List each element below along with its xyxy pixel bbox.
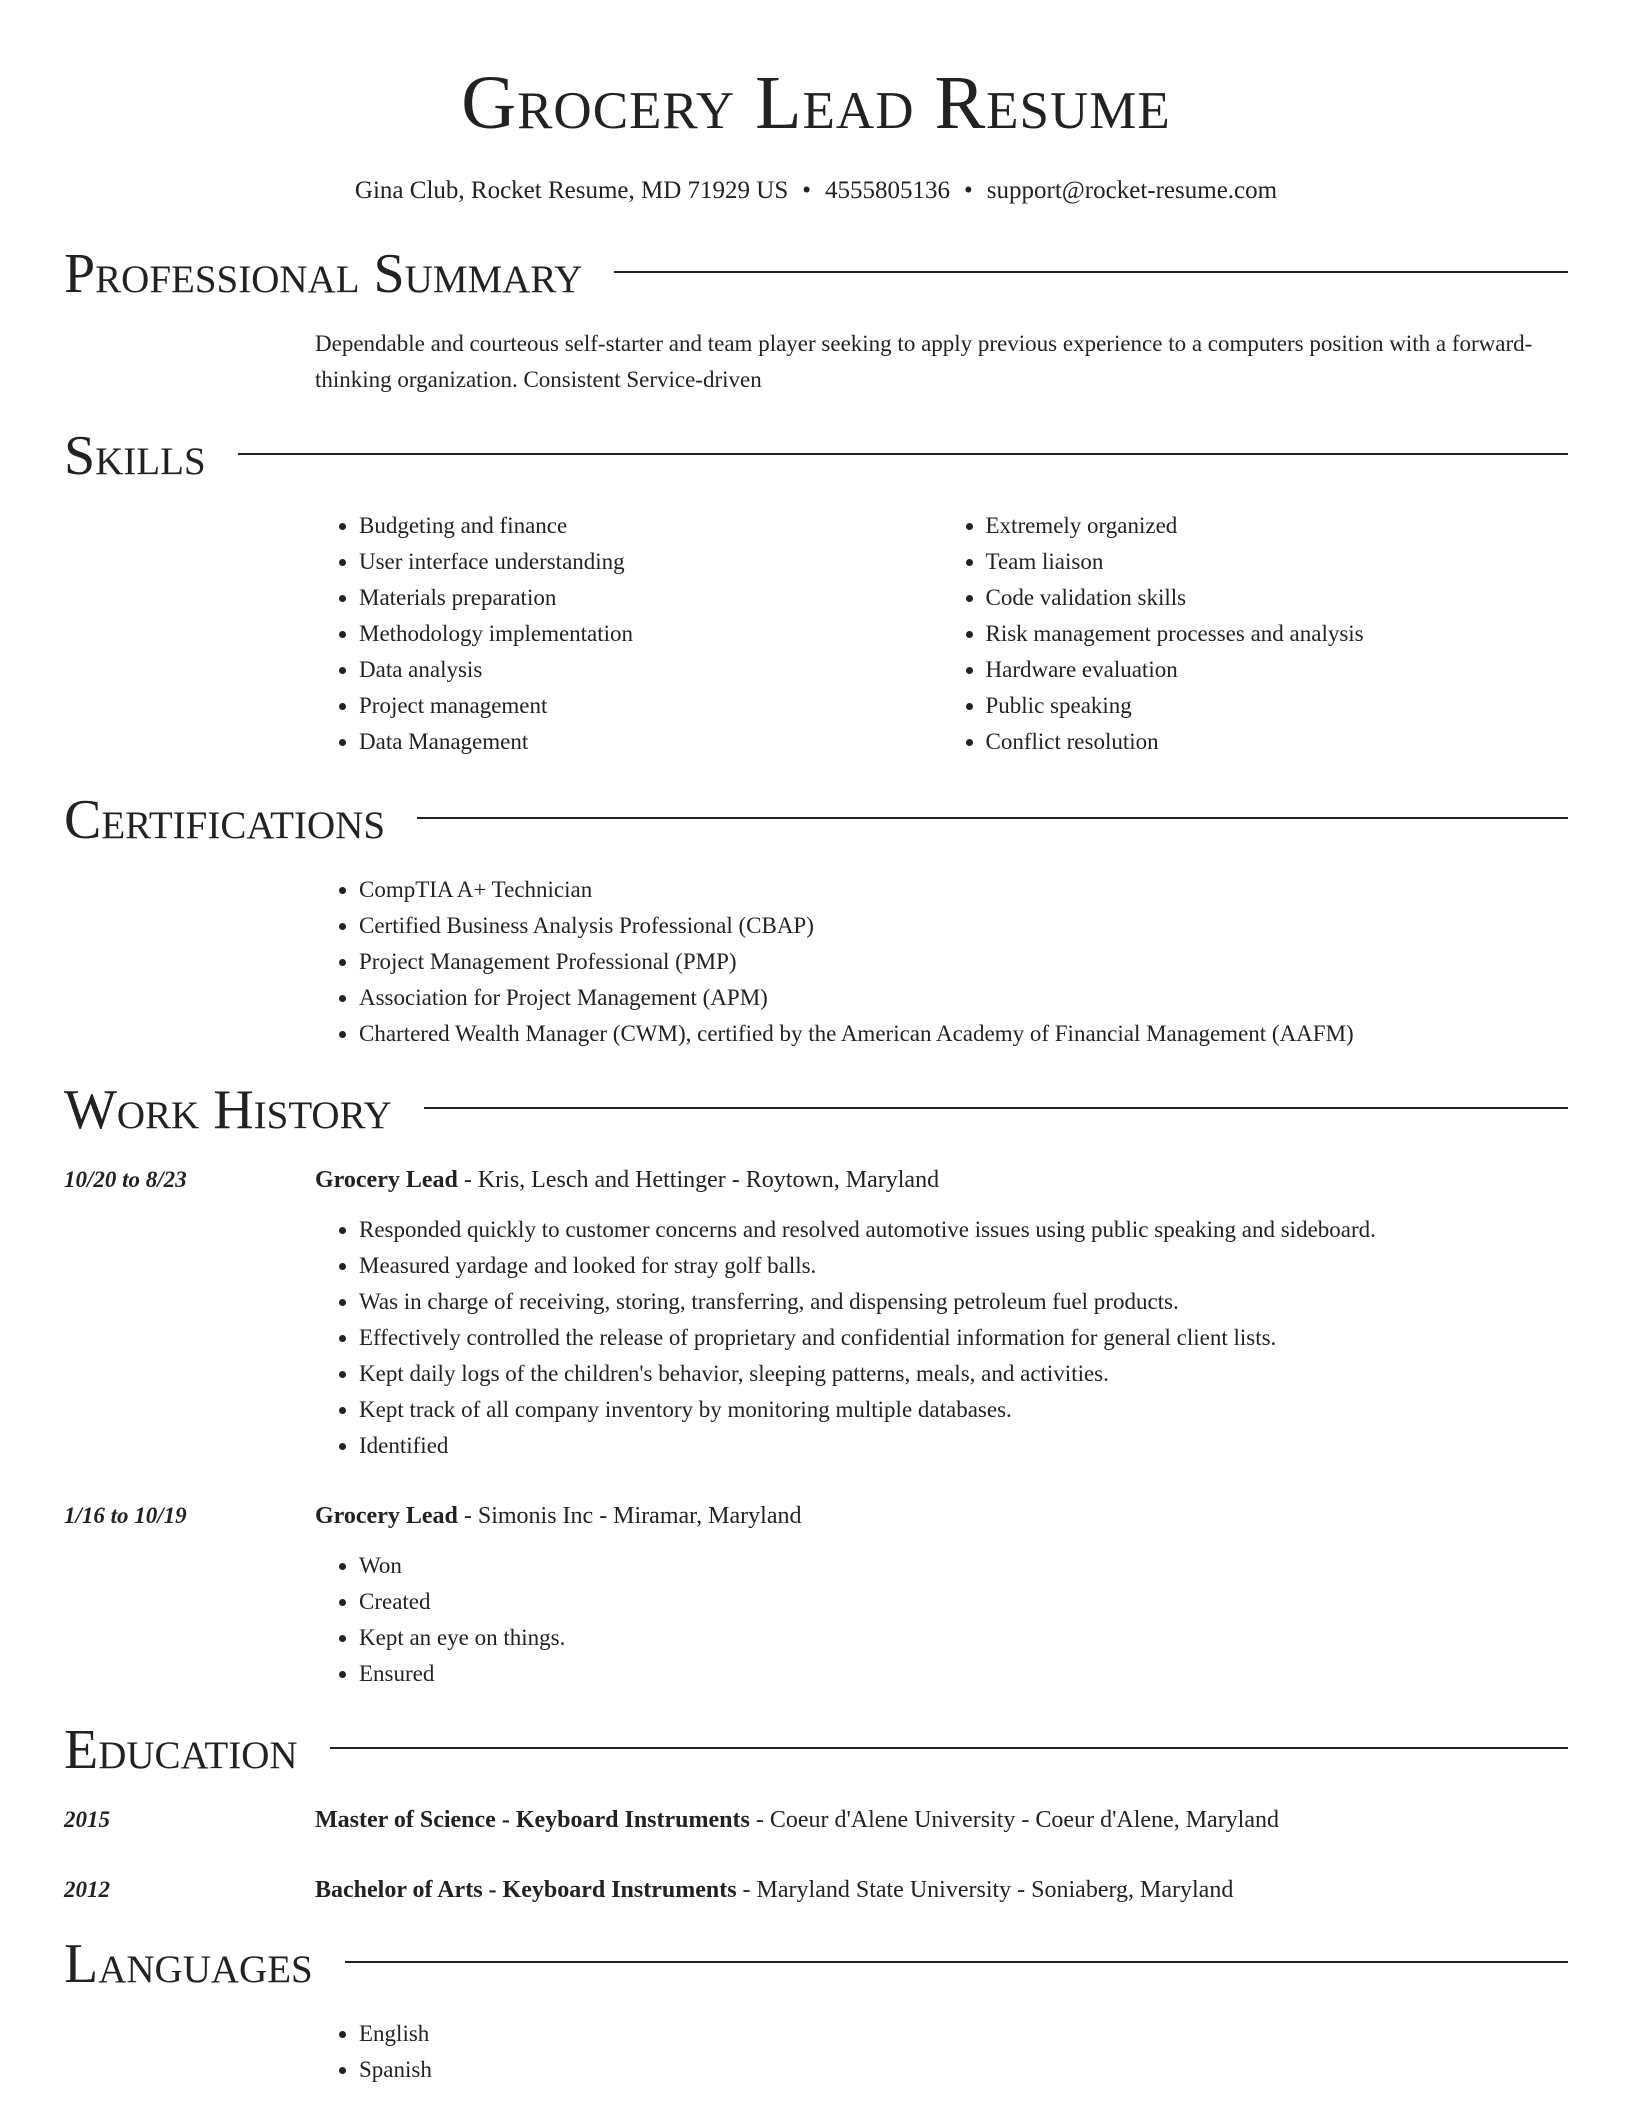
job-bullet: • Kept track of all company inventory by monitoring multiple databases. (359, 1392, 1568, 1428)
contact-phone: 4555805136 (825, 177, 951, 204)
skill-item: • Public speaking (986, 688, 1569, 724)
job-bullet: • Was in charge of receiving, storing, transferring, and dispensing petroleum fuel products. (359, 1284, 1568, 1320)
skill-item: • Data Management (359, 724, 942, 760)
skills-list-left (315, 508, 942, 760)
skill-item: • Project management (359, 688, 942, 724)
contact-address: Gina Club, Rocket Resume, MD 71929 US (354, 177, 789, 204)
job-bullet: • Ensured (359, 1656, 1568, 1692)
job-employer: - Kris, Lesch and Hettinger - Roytown, Maryland (457, 1167, 940, 1193)
certification-item: • Project Management Professional (PMP) (359, 944, 1568, 980)
job-entry (64, 1498, 1568, 1534)
section-title-certifications: Certifications (64, 789, 386, 851)
skill-item: • User interface understanding (359, 544, 942, 580)
certification-item: • CompTIA A+ Technician (359, 872, 1568, 908)
languages-list (315, 2016, 1568, 2088)
section-header-certifications (64, 790, 1568, 850)
skills-list-right (942, 508, 1569, 760)
section-divider (424, 1107, 1568, 1109)
contact-email: support@rocket-resume.com (986, 177, 1278, 204)
contact-separator: • (802, 177, 812, 204)
skills-columns (315, 508, 1568, 760)
skill-item: • Team liaison (986, 544, 1569, 580)
job-bullet: • Effectively controlled the release of proprietary and confidential information for general client lists. (359, 1320, 1568, 1356)
job-employer: - Simonis Inc - Miramar, Maryland (457, 1503, 802, 1529)
skill-item: • Conflict resolution (986, 724, 1569, 760)
contact-line (64, 176, 1568, 206)
languages-block (315, 2016, 1568, 2088)
job-bullet: • Created (359, 1584, 1568, 1620)
summary-text: Dependable and courteous self-starter and team player seeking to apply previous experience to a computers position with a forward-thinking organization. Consistent Service-driven (315, 331, 1533, 392)
job-title: Grocery Lead (315, 1167, 458, 1193)
job-bullet: • Won (359, 1548, 1568, 1584)
certifications-block (315, 872, 1568, 1052)
resume-page (64, 0, 1568, 2088)
job-bullet: • Kept daily logs of the children's behavior, sleeping patterns, meals, and activities. (359, 1356, 1568, 1392)
certification-item: • Certified Business Analysis Professional (CBAP) (359, 908, 1568, 944)
section-title-languages: Languages (64, 1933, 313, 1995)
section-title-education: Education (64, 1719, 298, 1781)
job-bullet: • Measured yardage and looked for stray golf balls. (359, 1248, 1568, 1284)
job-bullet-list (315, 1548, 1568, 1692)
section-divider (330, 1747, 1568, 1749)
section-header-languages (64, 1934, 1568, 1994)
language-item: • English (359, 2016, 1568, 2052)
section-header-work-history (64, 1080, 1568, 1140)
job-responsibilities (315, 1548, 1568, 1692)
contact-separator: • (964, 177, 973, 204)
skill-item: • Methodology implementation (359, 616, 942, 652)
education-school: - Maryland State University - Soniaberg, Maryland (736, 1877, 1234, 1903)
certifications-list (315, 872, 1568, 1052)
education-school: - Coeur d'Alene University - Coeur d'Alene, Maryland (749, 1807, 1279, 1833)
education-entry (64, 1802, 1568, 1838)
job-dates: 1/16 to 10/19 (64, 1503, 187, 1528)
section-divider (345, 1961, 1568, 1963)
job-bullet: • Responded quickly to customer concerns and resolved automotive issues using public speaking and sideboard. (359, 1212, 1568, 1248)
job-bullet: • Kept an eye on things. (359, 1620, 1568, 1656)
job-heading (315, 1498, 802, 1534)
section-title-work-history: Work History (64, 1079, 392, 1141)
section-header-education (64, 1720, 1568, 1780)
resume-title: Grocery Lead Resume (461, 61, 1171, 145)
education-degree: Bachelor of Arts - Keyboard Instruments (315, 1877, 737, 1903)
education-degree: Master of Science - Keyboard Instruments (315, 1807, 750, 1833)
education-year: 2015 (64, 1807, 110, 1832)
certification-item: • Chartered Wealth Manager (CWM), certified by the American Academy of Financial Management (AAFM) (359, 1016, 1568, 1052)
skill-item: • Extremely organized (986, 508, 1569, 544)
skill-item: • Risk management processes and analysis (986, 616, 1569, 652)
section-divider (614, 271, 1568, 273)
section-header-summary (64, 244, 1568, 304)
job-entry (64, 1162, 1568, 1198)
skill-item: • Materials preparation (359, 580, 942, 616)
language-item: • Spanish (359, 2052, 1568, 2088)
job-dates: 10/20 to 8/23 (64, 1167, 187, 1192)
skill-item: • Hardware evaluation (986, 652, 1569, 688)
job-bullet-list (315, 1212, 1568, 1464)
section-divider (417, 817, 1568, 819)
section-header-skills (64, 426, 1568, 486)
education-year: 2012 (64, 1877, 110, 1902)
job-bullet: • Identified (359, 1428, 1568, 1464)
education-heading (315, 1872, 1233, 1908)
section-title-skills: Skills (64, 425, 206, 487)
skill-item: • Data analysis (359, 652, 942, 688)
education-heading (315, 1802, 1279, 1838)
skill-item: • Budgeting and finance (359, 508, 942, 544)
job-heading (315, 1162, 939, 1198)
job-title: Grocery Lead (315, 1503, 458, 1529)
education-entry (64, 1872, 1568, 1908)
skill-item: • Code validation skills (986, 580, 1569, 616)
certification-item: • Association for Project Management (APM) (359, 980, 1568, 1016)
section-divider (238, 453, 1568, 455)
job-responsibilities (315, 1212, 1568, 1464)
section-title-summary: Professional Summary (64, 243, 583, 305)
